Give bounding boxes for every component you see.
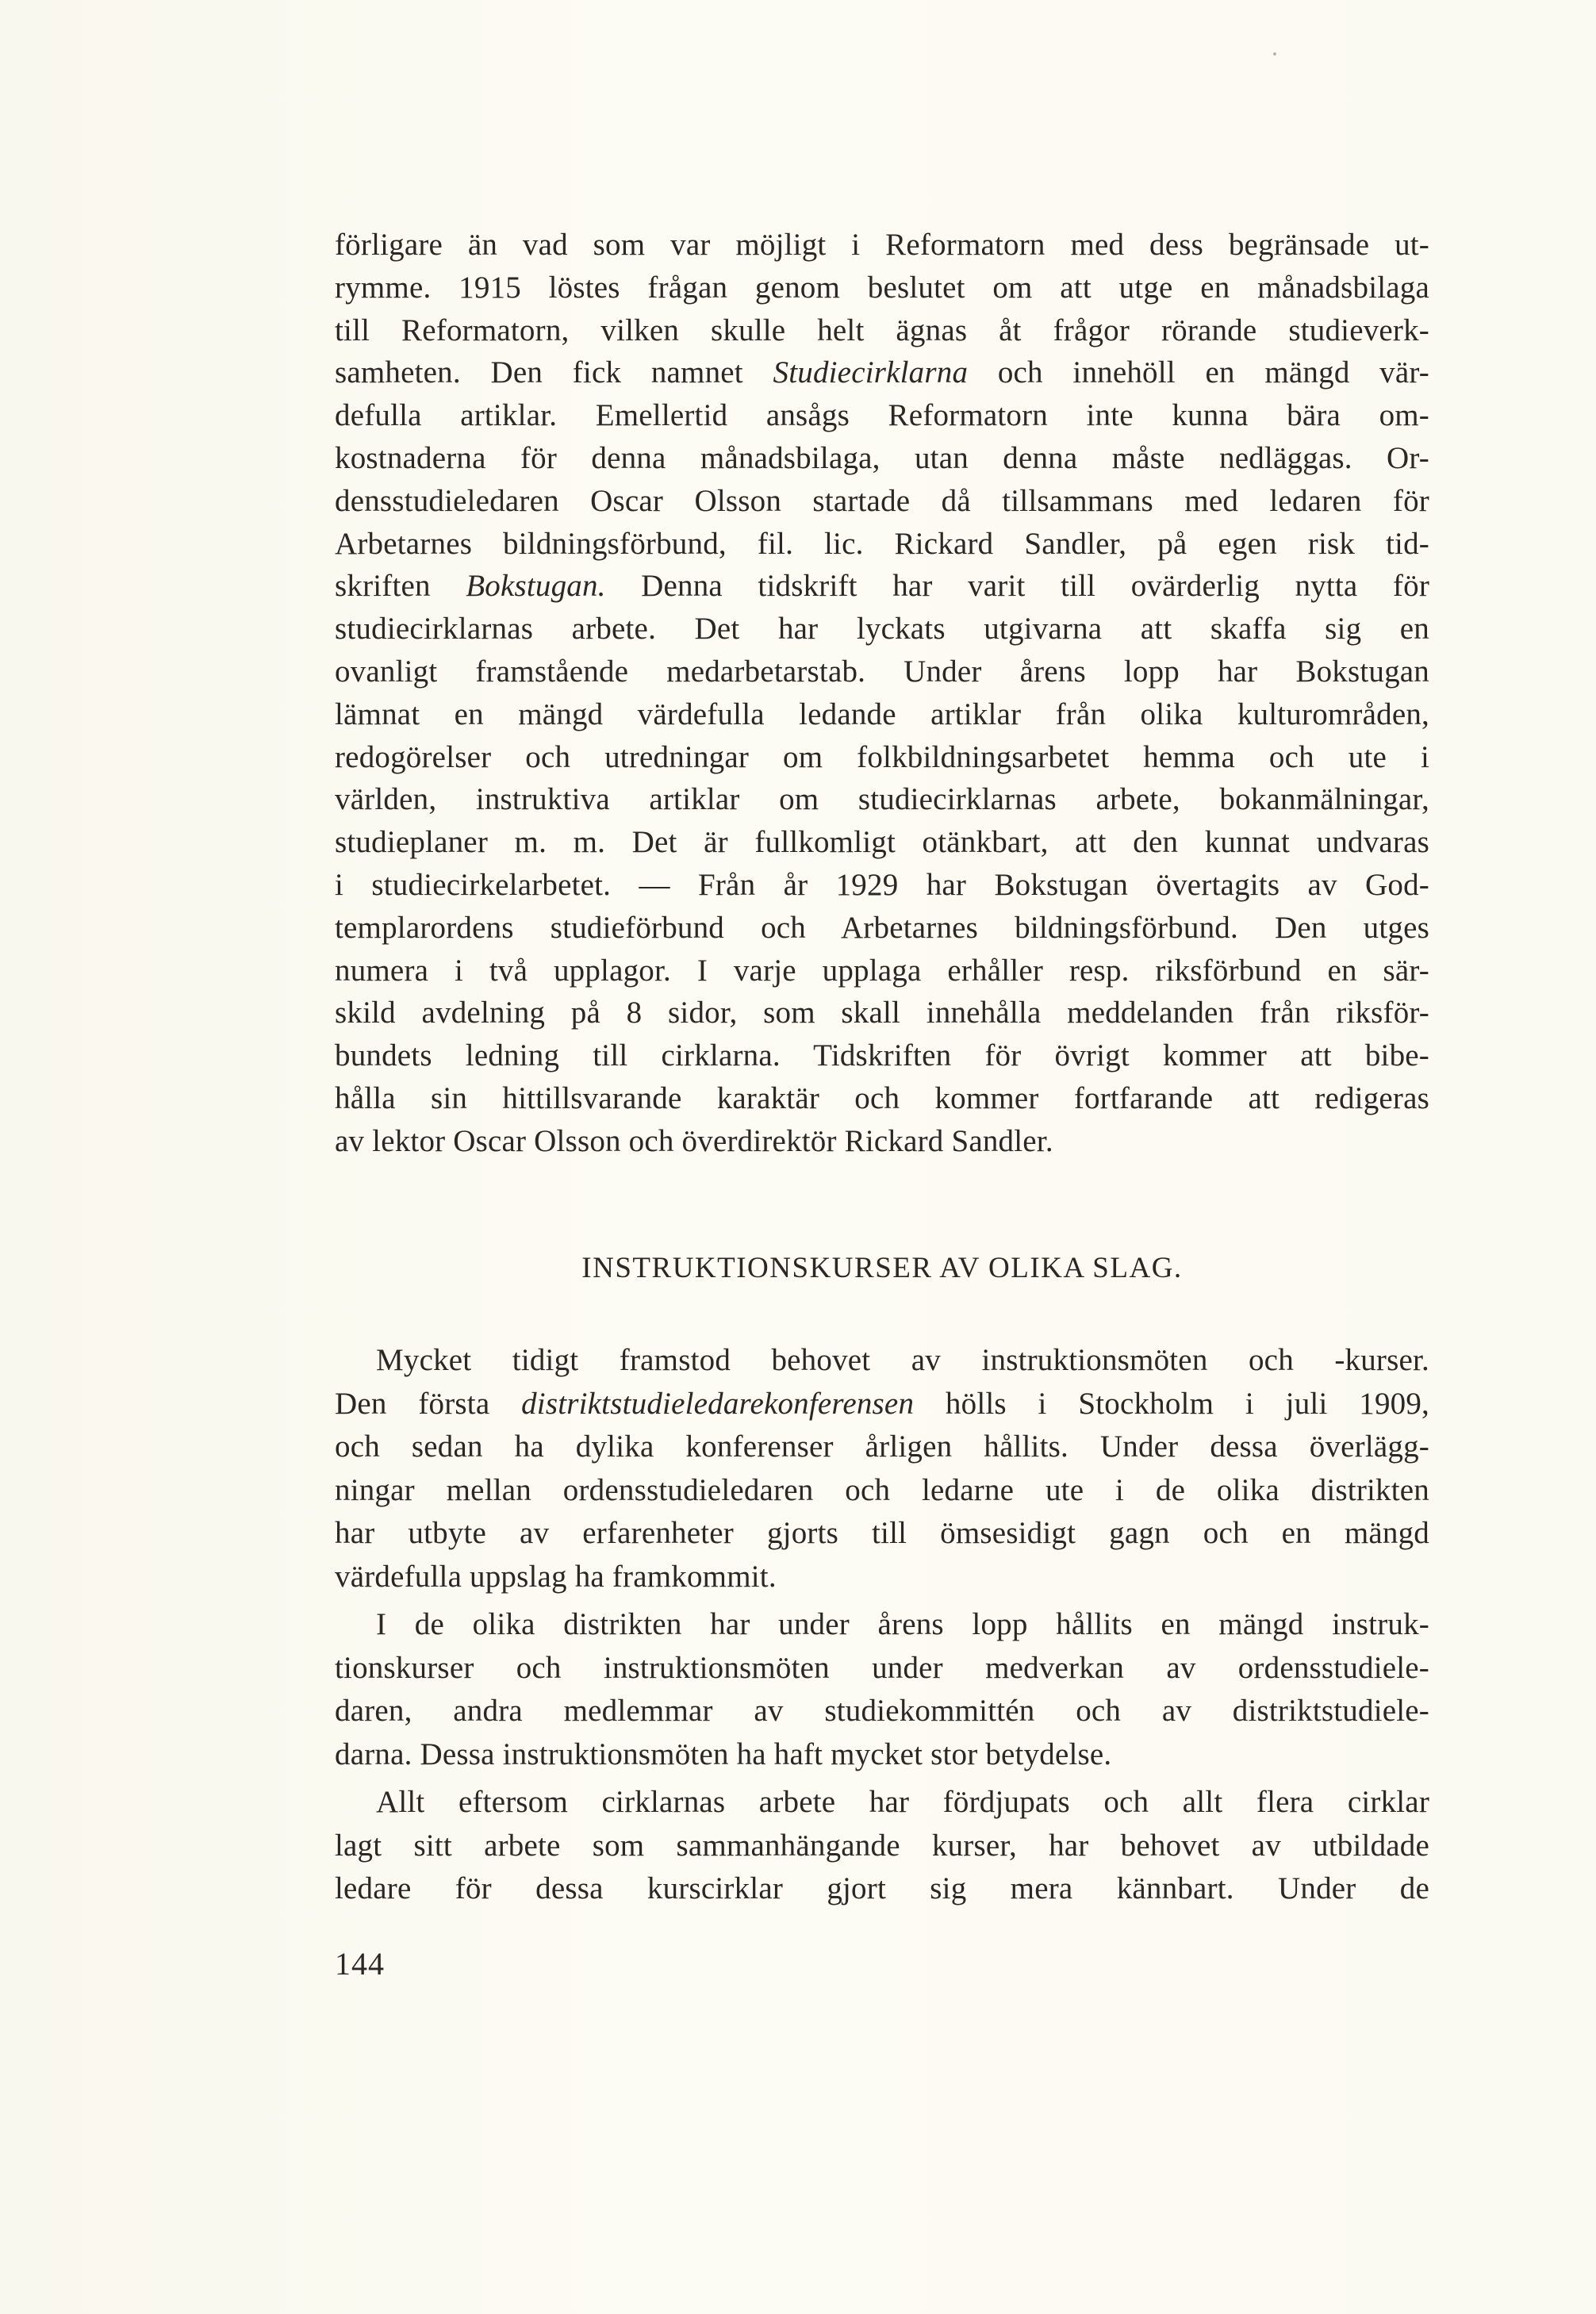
text-line: förligare än vad som var möjligt i Reformatorn med dess begränsade ut- xyxy=(335,228,1429,262)
text-line: studiecirklarnas arbete. Det har lyckats utgivarna att skaffa sig en xyxy=(335,612,1429,647)
text-segment: och innehöll en mängd vär- xyxy=(997,355,1429,390)
text-line: tionskurser och instruktionsmöten under medverkan av ordensstudiele- xyxy=(335,1650,1429,1685)
text-line: darna. Dessa instruktionsmöten ha haft mycket stor betydelse. xyxy=(335,1736,1112,1771)
text-line: av lektor Oscar Olsson och överdirektör Rickard Sandler. xyxy=(335,1123,1053,1158)
text-line: bundets ledning till cirklarna. Tidskriften för övrigt kommer att bibe- xyxy=(335,1038,1429,1073)
text-line: Arbetarnes bildningsförbund, fil. lic. Rickard Sandler, på egen risk tid- xyxy=(335,526,1429,561)
text-line: lagt sitt arbete som sammanhängande kurser, har behovet av utbildade xyxy=(335,1828,1429,1863)
text-line: hålla sin hittillsvarande karaktär och kommer fortfarande att redigeras xyxy=(335,1080,1429,1115)
text-segment: samheten. Den fick namnet xyxy=(335,355,743,390)
paper-speck xyxy=(1273,52,1276,56)
text-line: defulla artiklar. Emellertid ansågs Reformatorn inte kunna bära om- xyxy=(335,398,1429,433)
text-line: och sedan ha dylika konferenser årligen hållits. Under dessa överlägg- xyxy=(335,1429,1429,1464)
text-line: ningar mellan ordensstudieledaren och ledarne ute i de olika distrikten xyxy=(335,1472,1429,1507)
text-line: Mycket tidigt framstod behovet av instruktionsmöten och -kurser. xyxy=(376,1343,1429,1377)
text-line: studieplaner m. m. Det är fullkomligt otänkbart, att den kunnat undvaras xyxy=(335,825,1429,860)
text-segment: Den första xyxy=(335,1386,490,1421)
text-line: har utbyte av erfarenheter gjorts till ömsesidigt gagn och en mängd xyxy=(335,1516,1429,1550)
text-line xyxy=(335,1383,1429,1426)
section-heading: INSTRUKTIONSKURSER AV OLIKA SLAG. xyxy=(581,1252,1183,1284)
text-line: i studiecirkelarbetet. — Från år 1929 har Bokstugan övertagits av God- xyxy=(335,867,1429,902)
text-segment: skriften xyxy=(335,569,431,604)
text-line: ovanligt framstående medarbetarstab. Under årens lopp har Bokstugan xyxy=(335,654,1429,689)
text-line: till Reformatorn, vilken skulle helt ägnas åt frågor rörande studieverk- xyxy=(335,313,1429,347)
text-line: I de olika distrikten har under årens lopp hållits en mängd instruk- xyxy=(376,1607,1429,1641)
text-line xyxy=(335,565,1429,608)
body-text-upper xyxy=(335,224,1429,1163)
italic-title-bokstugan: Bokstugan. xyxy=(466,569,606,604)
body-text-lower xyxy=(335,1339,1429,1911)
text-line: numera i två upplagor. I varje upplaga erhåller resp. riksförbund en sär- xyxy=(335,953,1429,988)
text-line: Allt eftersom cirklarnas arbete har fördjupats och allt flera cirklar xyxy=(376,1785,1429,1819)
text-line: kostnaderna för denna månadsbilaga, utan denna måste nedläggas. Or- xyxy=(335,440,1429,475)
text-segment: hölls i Stockholm i juli 1909, xyxy=(945,1386,1429,1421)
text-line xyxy=(335,351,1429,394)
text-segment: Denna tidskrift har varit till ovärderlig nytta för xyxy=(641,569,1430,604)
italic-term-konferensen: distriktstudieledarekonferensen xyxy=(521,1386,915,1421)
text-line: ledare för dessa kurscirklar gjort sig mera kännbart. Under de xyxy=(335,1871,1429,1905)
text-line: daren, andra medlemmar av studiekommittén och av distriktstudiele- xyxy=(335,1694,1429,1728)
italic-title-studiecirklarna: Studiecirklarna xyxy=(773,355,969,390)
page-number: 144 xyxy=(335,1946,385,1982)
text-line: lämnat en mängd värdefulla ledande artiklar från olika kulturområden, xyxy=(335,697,1429,731)
text-line: densstudieledaren Oscar Olsson startade då tillsammans med ledaren för xyxy=(335,483,1429,518)
text-line: värdefulla uppslag ha framkommit. xyxy=(335,1559,777,1594)
text-line: redogörelser och utredningar om folkbildningsarbetet hemma och ute i xyxy=(335,739,1429,774)
text-line: templarordens studieförbund och Arbetarnes bildningsförbund. Den utges xyxy=(335,910,1429,945)
text-line: rymme. 1915 löstes frågan genom beslutet om att utge en månadsbilaga xyxy=(335,270,1429,305)
text-line: skild avdelning på 8 sidor, som skall innehålla meddelanden från riksför- xyxy=(335,996,1429,1030)
text-line: världen, instruktiva artiklar om studiecirklarnas arbete, bokanmälningar, xyxy=(335,782,1429,817)
